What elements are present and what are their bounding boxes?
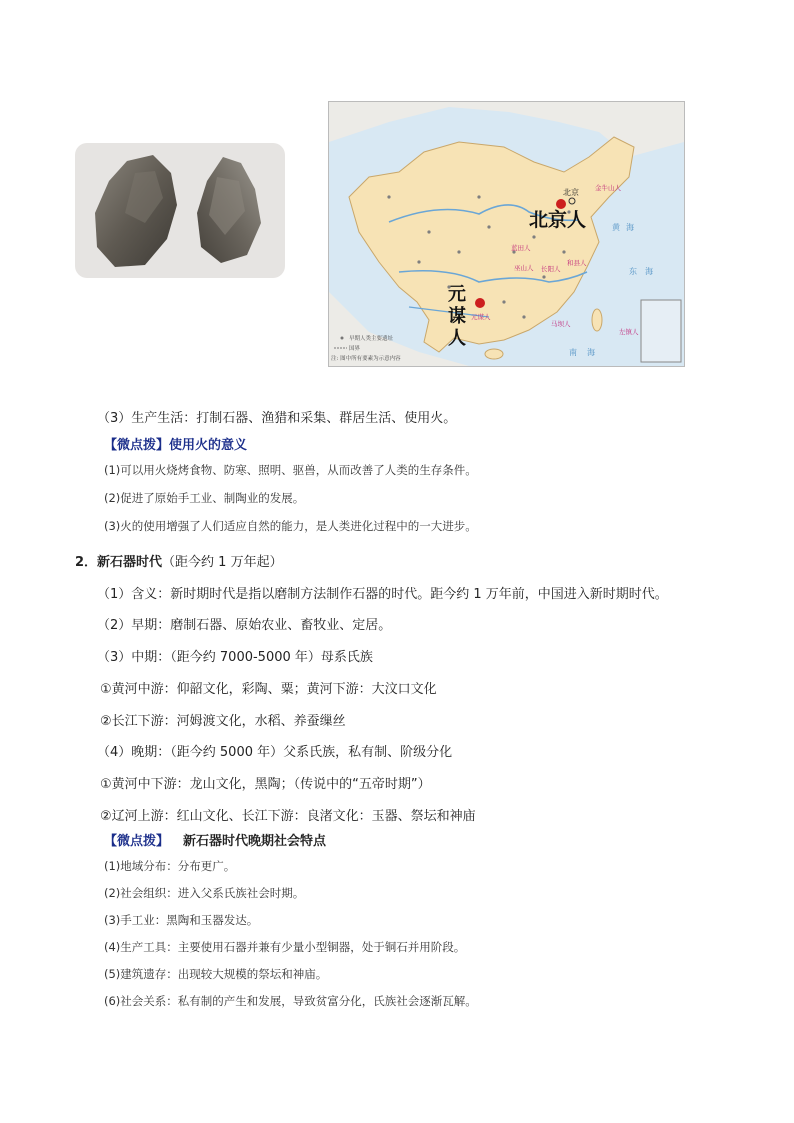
- sea-label: 海: [626, 223, 634, 232]
- sea-label: 南: [569, 348, 577, 357]
- china-map: [328, 101, 685, 367]
- stone-tools-illustration: [75, 143, 285, 278]
- sea-label: 东: [629, 267, 637, 276]
- beijing-site-marker: [556, 199, 566, 209]
- sea-label: 海: [645, 267, 653, 276]
- tip-neolithic-item: (5)建筑遗存：出现较大规模的祭坛和神庙。: [104, 967, 328, 981]
- svg-text:元: 元: [448, 284, 466, 305]
- tip-neolithic-item: (3)手工业：黑陶和玉器发达。: [104, 913, 259, 927]
- map-site-label: 左镇人: [619, 328, 639, 336]
- map-site-label: 马坝人: [551, 320, 571, 328]
- neolithic-line: ①黄河中下游：龙山文化，黑陶；（传说中的“五帝时期”）: [100, 777, 431, 792]
- map-site-label: 蓝田人: [511, 244, 531, 252]
- neolithic-line: （4）晚期：（距今约 5000 年）父系氏族，私有制、阶级分化: [97, 745, 453, 760]
- tip-fire-item: (2)促进了原始手工业、制陶业的发展。: [104, 491, 305, 505]
- neolithic-line: ②辽河上游：红山文化、长江下游：良渚文化：玉器、祭坛和神庙: [100, 809, 476, 824]
- neolithic-line: （2）早期：磨制石器、原始农业、畜牧业、定居。: [97, 618, 392, 633]
- tip-neolithic-item: (1)地域分布：分布更广。: [104, 859, 236, 873]
- tip-fire-title: 【微点拨】使用火的意义: [104, 438, 248, 453]
- sea-label: 黄: [612, 223, 620, 232]
- beijing-man-label: 北京人: [529, 209, 587, 231]
- tip-neolithic-item: (6)社会关系：私有制的产生和发展，导致贫富分化，氏族社会逐渐瓦解。: [104, 994, 477, 1008]
- map-site-label: 长阳人: [541, 265, 561, 273]
- map-site-label: 巫山人: [514, 264, 534, 272]
- neolithic-line: ①黄河中游：仰韶文化，彩陶、粟；黄河下游：大汶口文化: [100, 682, 437, 697]
- svg-text:谋: 谋: [448, 306, 466, 327]
- production-life-line: （3）生产生活：打制石器、渔猎和采集、群居生活、使用火。: [97, 411, 457, 426]
- sea-label: 海: [587, 348, 595, 357]
- svg-text:人: 人: [448, 328, 466, 349]
- svg-text:注: 图中所有要素为示意内容: 注: 图中所有要素为示意内容: [331, 356, 401, 362]
- yuanmou-man-label: [448, 284, 466, 349]
- china-map-svg: [329, 102, 684, 366]
- neolithic-line: （3）中期：（距今约 7000-5000 年）母系氏族: [97, 650, 373, 665]
- tip-fire-item: (3)火的使用增强了人们适应自然的能力，是人类进化过程中的一大进步。: [104, 519, 477, 533]
- tip-neolithic-item: (2)社会组织：进入父系氏族社会时期。: [104, 886, 305, 900]
- beijing-city-label: 北京: [563, 188, 579, 197]
- svg-text:早期人类主要遗址: 早期人类主要遗址: [349, 336, 394, 342]
- tip-neolithic-item: (4)生产工具：主要使用石器并兼有少量小型铜器，处于铜石并用阶段。: [104, 940, 466, 954]
- stone-tools-photo: [75, 143, 285, 278]
- tip-fire-item: (1)可以用火烧烤食物、防寒、照明、驱兽，从而改善了人类的生存条件。: [104, 463, 477, 477]
- neolithic-line: ②长江下游：河姆渡文化，水稻、养蚕缫丝: [100, 714, 346, 729]
- section-neolithic-heading: 2．新石器时代（距今约 1 万年起）: [75, 555, 283, 570]
- neolithic-line: （1）含义：新时期时代是指以磨制方法制作石器的时代。距今约 1 万年前，中国进入新时期时代。: [97, 587, 668, 602]
- tip-neolithic-title: 【微点拨】 新石器时代晚期社会特点: [104, 834, 327, 849]
- map-site-label: 元谋人: [471, 313, 491, 321]
- map-site-label: 和县人: [567, 259, 587, 267]
- svg-text:国界: 国界: [349, 346, 361, 352]
- map-site-label: 金牛山人: [595, 184, 621, 192]
- yuanmou-site-marker: [475, 298, 485, 308]
